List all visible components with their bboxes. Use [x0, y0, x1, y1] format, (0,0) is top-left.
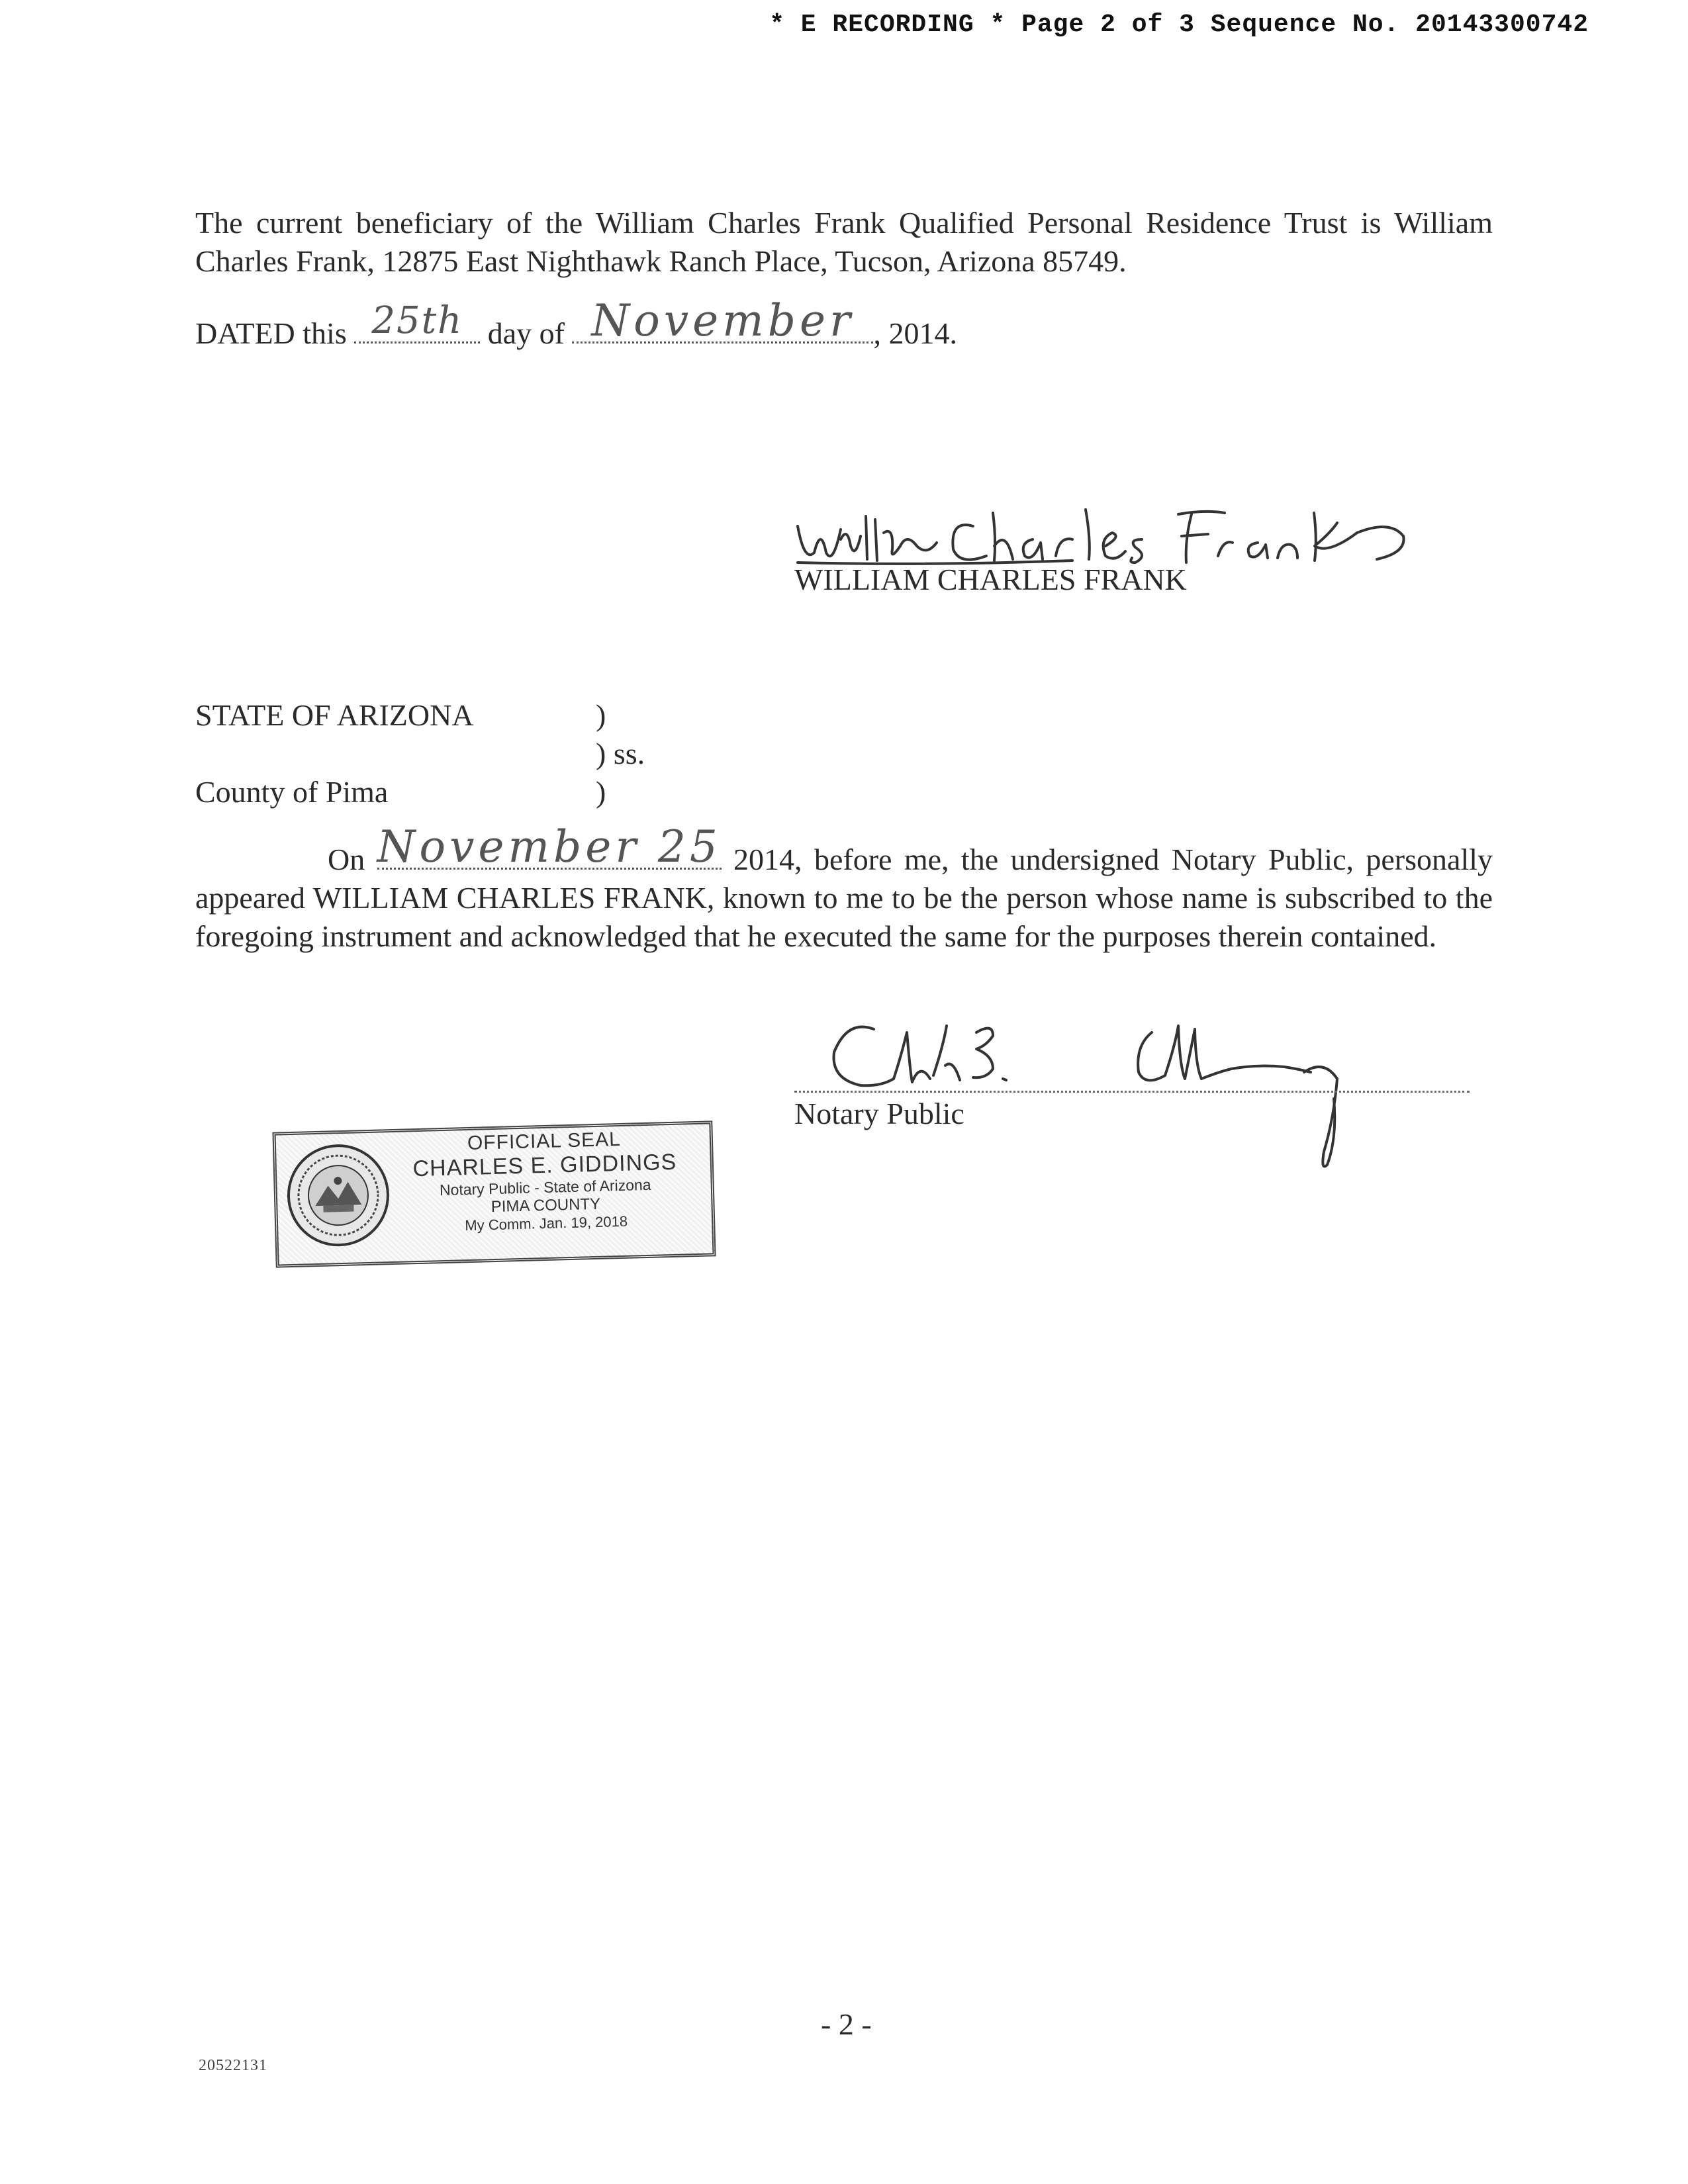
dated-middle: day of	[487, 316, 565, 350]
recording-header: * E RECORDING * Page 2 of 3 Sequence No. 20143300742	[769, 11, 1589, 39]
notary-seal	[272, 1120, 716, 1267]
seal-line-5: My Comm. Jan. 19, 2018	[465, 1212, 628, 1234]
venue-paren: )	[596, 775, 606, 809]
acknowledgment-paragraph	[195, 821, 1493, 956]
seal-line-2: CHARLES E. GIDDINGS	[412, 1149, 677, 1182]
beneficiary-paragraph: The current beneficiary of the William Charles Frank Qualified Personal Residence Trust is William Charles Frank, 12875 East Nighthawk Ranch Place, Tucson, Arizona 85749.	[195, 206, 1493, 278]
handwritten-month: November	[591, 295, 855, 346]
venue-ss: ) ss.	[596, 737, 645, 770]
dated-prefix: DATED this	[195, 316, 347, 350]
month-blank	[572, 295, 873, 346]
venue-county: County of Pima	[195, 775, 389, 809]
seal-line-1: OFFICIAL SEAL	[467, 1128, 622, 1155]
day-blank	[354, 299, 480, 343]
dated-line	[195, 295, 957, 353]
venue-county-row	[195, 773, 725, 811]
ack-text: 2014, before me, the undersigned Notary Public, personally appeared WILLIAM CHARLES FRANK, known to me to be the person whose name is subscribed to the foregoing instrument and acknowledged that he executed the same for the purposes therein contained.	[195, 842, 1493, 953]
handwritten-ack-date: November 25	[377, 821, 722, 872]
venue-state-row	[195, 696, 725, 735]
ack-on: On	[328, 842, 365, 876]
seal-line-4: PIMA COUNTY	[491, 1195, 601, 1216]
grantor-printed-name: WILLIAM CHARLES FRANK	[794, 563, 1187, 596]
notary-label: Notary Public	[794, 1097, 964, 1130]
arizona-seal-emblem-icon	[281, 1141, 396, 1250]
venue-state: STATE OF ARIZONA	[195, 698, 474, 732]
page-number: - 2 -	[821, 2007, 872, 2041]
document-id: 20522131	[199, 2057, 267, 2074]
notary-signature-line	[794, 1091, 1470, 1093]
handwritten-day: 25th	[371, 299, 463, 342]
seal-text-block	[405, 1127, 686, 1236]
venue-block	[195, 696, 725, 811]
ack-date-blank	[377, 821, 722, 872]
grantor-signature-block	[794, 500, 1589, 599]
notary-signature-block	[794, 1006, 1470, 1178]
venue-paren: )	[596, 698, 606, 732]
seal-line-3: Notary Public - State of Arizona	[439, 1175, 651, 1199]
dated-suffix: , 2014.	[873, 316, 957, 350]
venue-ss-row	[195, 735, 725, 773]
